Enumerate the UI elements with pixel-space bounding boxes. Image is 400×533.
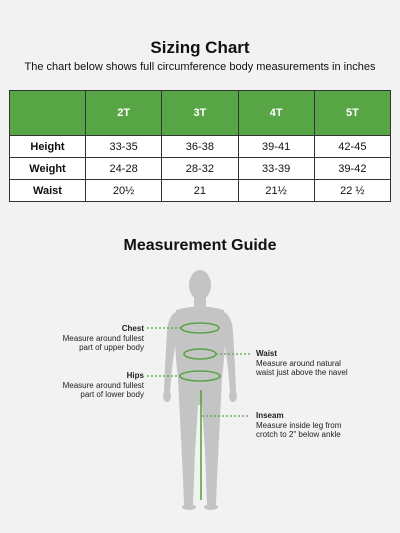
table-cell: 21½: [238, 180, 314, 202]
row-label: Height: [10, 136, 86, 158]
chest-label-line1: Measure around fullest: [62, 333, 144, 343]
sizing-chart-subtitle: The chart below shows full circumference body measurements in inches: [24, 61, 376, 73]
header-cell-2t: 2T: [86, 91, 162, 136]
inseam-label-name: Inseam: [256, 411, 284, 420]
hips-label: [63, 371, 144, 400]
table-cell: 33-35: [86, 136, 162, 158]
row-label: Weight: [10, 158, 86, 180]
waist-label-name: Waist: [256, 349, 278, 358]
table-cell: 21: [162, 180, 238, 202]
inseam-label: [256, 411, 341, 440]
inseam-label-line2: crotch to 2" below ankle: [256, 430, 341, 439]
hips-label-line1: Measure around fullest: [62, 380, 144, 390]
table-cell: 42-45: [314, 136, 390, 158]
header-cell-5t: 5T: [314, 91, 390, 136]
sizing-chart-title: Sizing Chart: [150, 38, 250, 57]
table-cell: 36-38: [162, 136, 238, 158]
chest-label-line2: part of upper body: [79, 343, 144, 352]
chest-label-name: Chest: [121, 324, 144, 333]
table-cell: 24-28: [86, 158, 162, 180]
hips-label-line2: part of lower body: [80, 390, 144, 399]
row-label: Waist: [10, 180, 86, 202]
chest-label: [63, 324, 144, 353]
table-cell: 28-32: [162, 158, 238, 180]
hips-label-name: Hips: [126, 371, 144, 380]
waist-label-line1: Measure around natural: [256, 358, 341, 368]
waist-label-line2: waist just above the navel: [256, 368, 348, 377]
table-cell: 33-39: [238, 158, 314, 180]
table-cell: 22 ½: [314, 180, 390, 202]
waist-label: [256, 349, 348, 378]
header-cell-3t: 3T: [162, 91, 238, 136]
table-cell: 20½: [86, 180, 162, 202]
header-cell-4t: 4T: [238, 91, 314, 136]
measurement-guide-title: Measurement Guide: [123, 237, 277, 254]
body-silhouette: [163, 270, 237, 510]
table-cell: 39-42: [314, 158, 390, 180]
table-cell: 39-41: [238, 136, 314, 158]
inseam-label-line1: Measure inside leg from: [256, 420, 342, 430]
